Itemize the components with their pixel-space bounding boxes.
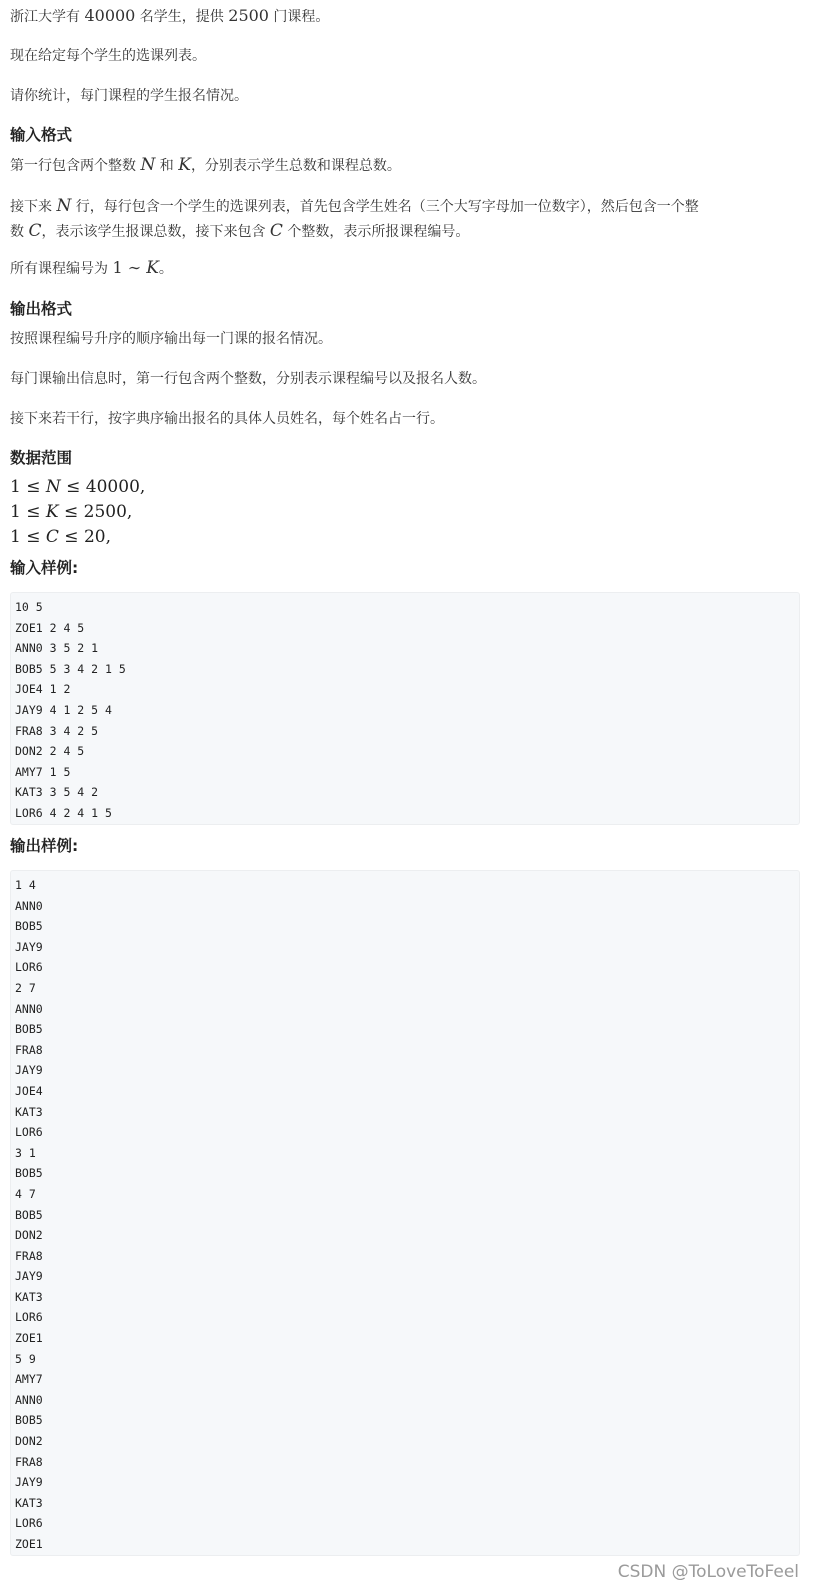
math-var: K bbox=[146, 258, 159, 278]
math-var: N bbox=[56, 196, 72, 216]
output-format-p2: 每门课输出信息时，第一行包含两个整数，分别表示课程编号以及报名人数。 bbox=[10, 371, 486, 387]
math-text: ≤ 2500, bbox=[58, 502, 133, 522]
input-format-heading: 输入格式 bbox=[10, 126, 73, 144]
text: 数 bbox=[10, 224, 29, 240]
intro-text: 名学生，提供 bbox=[135, 9, 229, 25]
sample-output-heading: 输出样例: bbox=[10, 837, 79, 855]
course-count: 2500 bbox=[228, 6, 269, 25]
math-text: ≤ 20, bbox=[58, 527, 111, 547]
input-format-p3 bbox=[10, 257, 173, 280]
math-var: C bbox=[269, 221, 283, 241]
math-var: N bbox=[45, 477, 61, 497]
math-var: K bbox=[178, 155, 191, 175]
input-format-p1 bbox=[10, 154, 401, 177]
output-format-p3: 接下来若干行，按字典序输出报名的具体人员姓名，每个姓名占一行。 bbox=[10, 411, 444, 427]
text: ，分别表示学生总数和课程总数。 bbox=[190, 158, 401, 174]
intro-line-3: 请你统计，每门课程的学生报名情况。 bbox=[10, 88, 248, 104]
math-num: 1 ∼ bbox=[112, 258, 147, 277]
text: 所有课程编号为 bbox=[10, 261, 113, 277]
text: 接下来 bbox=[10, 199, 57, 215]
range-n bbox=[10, 475, 145, 500]
math-text: 1 ≤ bbox=[10, 527, 46, 547]
math-var: C bbox=[45, 527, 59, 547]
range-k bbox=[10, 500, 132, 525]
math-text: ≤ 40000, bbox=[60, 477, 146, 497]
student-count: 40000 bbox=[84, 6, 136, 25]
math-text: 1 ≤ bbox=[10, 502, 46, 522]
text: 。 bbox=[158, 261, 173, 277]
math-text: 1 ≤ bbox=[10, 477, 46, 497]
sample-input-heading: 输入样例: bbox=[10, 559, 79, 577]
output-format-heading: 输出格式 bbox=[10, 300, 73, 318]
sample-input-code[interactable]: 10 5 ZOE1 2 4 5 ANN0 3 5 2 1 BOB5 5 3 4 2 1 5 JOE4 1 2 JAY9 4 1 2 5 4 FRA8 3 4 2 5 DON2 2 4 5 AMY7 1 5 KAT3 3 5 4 2 LOR6 4 2 4 1 5 bbox=[10, 592, 800, 825]
text: ，表示该学生报课总数，接下来包含 bbox=[41, 224, 270, 240]
math-var: K bbox=[45, 502, 59, 522]
text: 个整数，表示所报课程编号。 bbox=[282, 224, 470, 240]
intro-line-2: 现在给定每个学生的选课列表。 bbox=[10, 48, 206, 64]
input-format-p2 bbox=[10, 194, 810, 244]
sample-output-code[interactable]: 1 4 ANN0 BOB5 JAY9 LOR6 2 7 ANN0 BOB5 FRA8 JAY9 JOE4 KAT3 LOR6 3 1 BOB5 4 7 BOB5 DON2 FRA8 JAY9 KAT3 LOR6 ZOE1 5 9 AMY7 ANN0 BOB5 DON2 FRA8 JAY9 KAT3 LOR6 ZOE1 bbox=[10, 870, 800, 1556]
intro-line-1 bbox=[10, 5, 329, 28]
output-format-p1: 按照课程编号升序的顺序输出每一门课的报名情况。 bbox=[10, 331, 332, 347]
text: 和 bbox=[155, 158, 179, 174]
text: 行，每行包含一个学生的选课列表，首先包含学生姓名（三个大写字母加一位数字），然后包含一个整 bbox=[71, 199, 699, 215]
text: 第一行包含两个整数 bbox=[10, 158, 141, 174]
data-range-heading: 数据范围 bbox=[10, 449, 73, 467]
intro-text: 浙江大学有 bbox=[10, 9, 85, 25]
math-var: C bbox=[28, 221, 42, 241]
csdn-watermark: CSDN @ToLoveToFeel bbox=[617, 1562, 799, 1582]
range-c bbox=[10, 525, 111, 550]
math-var: N bbox=[140, 155, 156, 175]
intro-text: 门课程。 bbox=[268, 9, 330, 25]
